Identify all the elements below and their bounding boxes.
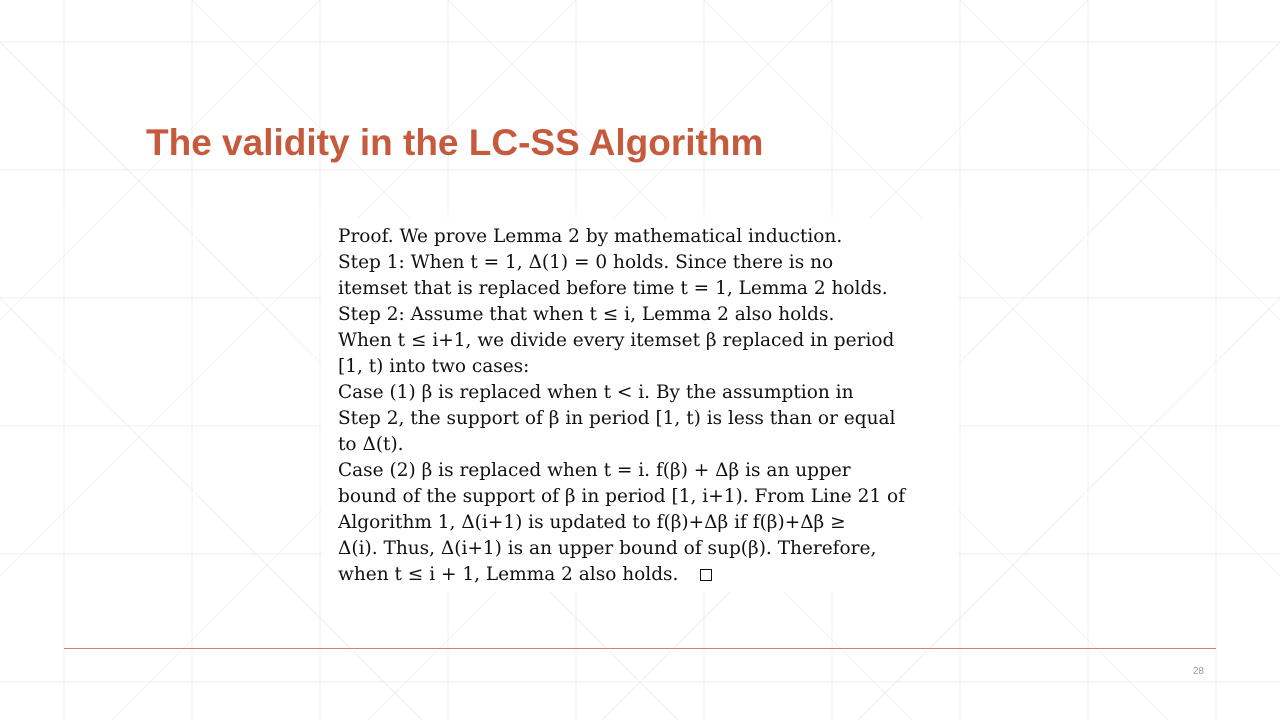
proof-line <box>338 432 932 458</box>
proof-line-text: to Δ(t). <box>338 434 404 455</box>
proof-line-text: Algorithm 1, Δ(i+1) is updated to f(β)+Δβ if f(β)+Δβ ≥ <box>338 512 846 533</box>
proof-image <box>322 218 958 592</box>
proof-line-text: Step 1: When t = 1, Δ(1) = 0 holds. Since there is no <box>338 252 834 273</box>
proof-line <box>338 562 932 588</box>
proof-line <box>338 406 932 432</box>
proof-line <box>338 484 932 510</box>
proof-line <box>338 380 932 406</box>
proof-line <box>338 354 932 380</box>
proof-line-text: when t ≤ i + 1, Lemma 2 also holds. <box>338 564 679 585</box>
proof-line-text: Step 2, the support of β in period [1, t) is less than or equal <box>338 408 896 429</box>
proof-line-text: When t ≤ i+1, we divide every itemset β replaced in period <box>338 330 895 351</box>
proof-line <box>338 250 932 276</box>
qed-box-icon <box>700 569 712 581</box>
page-number: 28 <box>1192 666 1204 677</box>
proof-line-text: Step 2: Assume that when t ≤ i, Lemma 2 also holds. <box>338 304 835 325</box>
proof-line <box>338 328 932 354</box>
proof-line-text: Case (2) β is replaced when t = i. f(β) + Δβ is an upper <box>338 460 851 481</box>
proof-line-text: Case (1) β is replaced when t < i. By the assumption in <box>338 382 854 403</box>
proof-line-text: Δ(i). Thus, Δ(i+1) is an upper bound of sup(β). Therefore, <box>338 538 877 559</box>
proof-line <box>338 458 932 484</box>
proof-line-text: [1, t) into two cases: <box>338 356 530 377</box>
proof-line-text: bound of the support of β in period [1, i+1). From Line 21 of <box>338 486 906 507</box>
proof-line <box>338 302 932 328</box>
proof-line <box>338 276 932 302</box>
proof-line <box>338 224 932 250</box>
footer-divider <box>64 648 1216 649</box>
proof-line <box>338 536 932 562</box>
slide-title: The validity in the LC-SS Algorithm <box>146 122 764 163</box>
proof-line-text: Proof. We prove Lemma 2 by mathematical induction. <box>338 226 843 247</box>
proof-line <box>338 510 932 536</box>
proof-line-text: itemset that is replaced before time t = 1, Lemma 2 holds. <box>338 278 888 299</box>
